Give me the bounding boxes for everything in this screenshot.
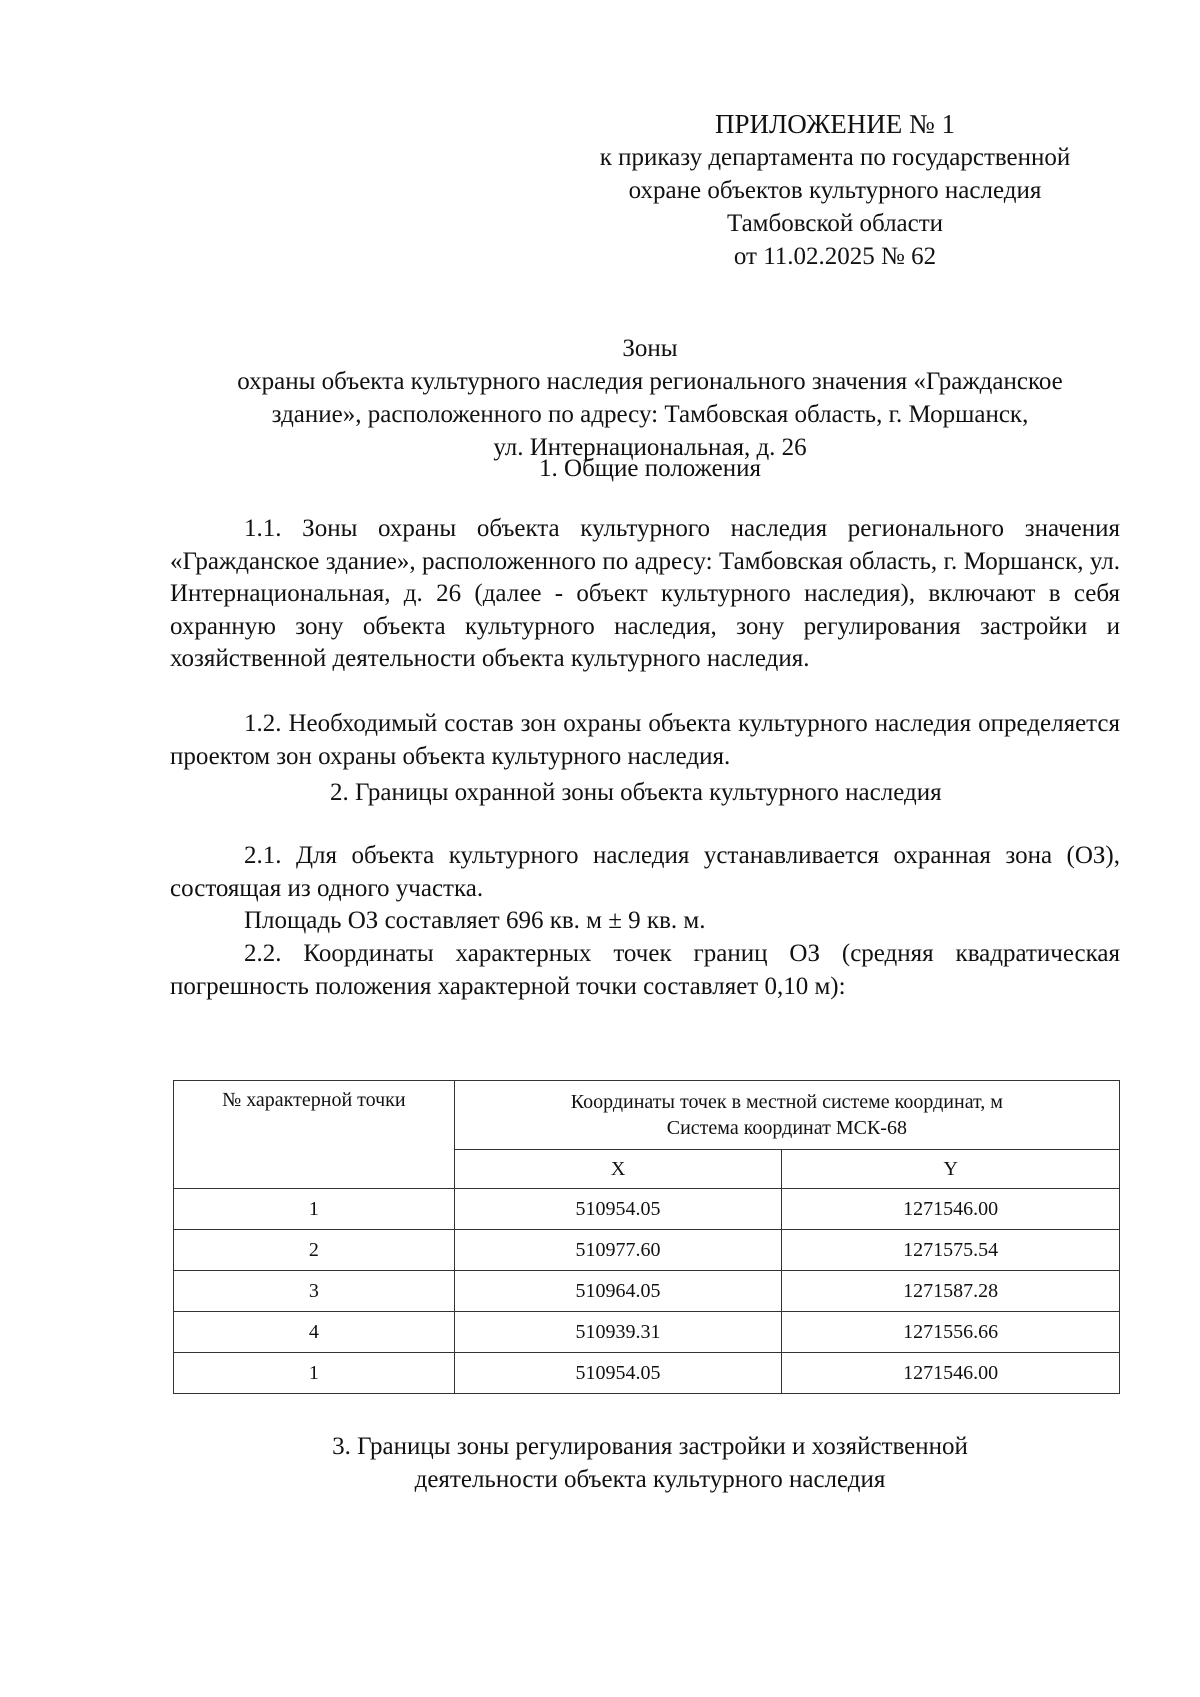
annex-title: ПРИЛОЖЕНИЕ № 1	[714, 109, 956, 139]
section-2-heading: 2. Границы охранной зоны объекта культурного наследия	[330, 779, 942, 806]
document-title	[170, 332, 1130, 464]
header-coords-line: Система координат МСК-68	[666, 1117, 907, 1139]
section-3-heading-line: 3. Границы зоны регулирования застройки и хозяйственной	[332, 1433, 968, 1460]
paragraph-2-1: 2.1. Для объекта культурного наследия устанавливается охранная зона (ОЗ), состоящая из одного участка.	[170, 842, 1120, 902]
header-coordinate-system	[454, 1081, 1119, 1150]
section-3-heading-line: деятельности объекта культурного наследия	[414, 1466, 886, 1493]
title-line: здание», расположенного по адресу: Тамбовская область, г. Моршанск,	[271, 401, 1029, 428]
annex-line: охране объектов культурного наследия	[628, 177, 1042, 204]
cell-y: 1271546.00	[782, 1353, 1120, 1394]
annex-line: к приказу департамента по государственной	[599, 144, 1071, 171]
title-line: ул. Интернациональная, д. 26	[493, 434, 807, 461]
cell-x: 510954.05	[454, 1353, 782, 1394]
header-x: X	[454, 1150, 782, 1189]
header-coords-line: Координаты точек в местной системе координат, м	[570, 1091, 1003, 1113]
paragraph-1-2: 1.2. Необходимый состав зон охраны объекта культурного наследия определяется проектом зон охраны объекта культурного наследия.	[170, 710, 1120, 770]
title-line: охраны объекта культурного наследия регионального значения «Гражданское	[237, 368, 1063, 395]
paragraph-2-2: 2.2. Координаты характерных точек границ ОЗ (средняя квадратическая погрешность положения характерной точки составляет 0,10 м):	[170, 940, 1120, 1000]
header-point-number: № характерной точки	[174, 1081, 455, 1189]
header-y: Y	[782, 1150, 1120, 1189]
table-row	[174, 1189, 1120, 1230]
table-row	[174, 1312, 1120, 1353]
annex-line: Тамбовской области	[726, 210, 944, 237]
title-line: Зоны	[622, 335, 678, 362]
cell-y: 1271575.54	[782, 1230, 1120, 1271]
coordinates-table	[173, 1080, 1120, 1394]
cell-x: 510954.05	[454, 1189, 782, 1230]
paragraph-1-1: 1.1. Зоны охраны объекта культурного наследия регионального значения «Гражданское здание», расположенного по адресу: Тамбовская область, г. Моршанск, ул. Интернациональная, д. 26 (далее - объект культурного наследия), включают в себя охранную зону объекта культурного наследия, зону регулирования застройки и хозяйственной деятельности объекта культурного наследия.	[170, 515, 1120, 672]
annex-header	[570, 108, 1100, 273]
cell-y: 1271556.66	[782, 1312, 1120, 1353]
cell-point: 1	[174, 1189, 455, 1230]
cell-point: 4	[174, 1312, 455, 1353]
cell-point: 1	[174, 1353, 455, 1394]
section-1-heading: 1. Общие положения	[539, 455, 761, 482]
cell-y: 1271587.28	[782, 1271, 1120, 1312]
table-row	[174, 1271, 1120, 1312]
cell-point: 2	[174, 1230, 455, 1271]
cell-x: 510977.60	[454, 1230, 782, 1271]
paragraph-area: Площадь ОЗ составляет 696 кв. м ± 9 кв. м.	[244, 907, 706, 934]
annex-date: от 11.02.2025 № 62	[733, 243, 937, 270]
cell-point: 3	[174, 1271, 455, 1312]
table-row	[174, 1353, 1120, 1394]
table-row	[174, 1230, 1120, 1271]
cell-x: 510939.31	[454, 1312, 782, 1353]
cell-y: 1271546.00	[782, 1189, 1120, 1230]
section-3-heading	[170, 1430, 1130, 1496]
cell-x: 510964.05	[454, 1271, 782, 1312]
